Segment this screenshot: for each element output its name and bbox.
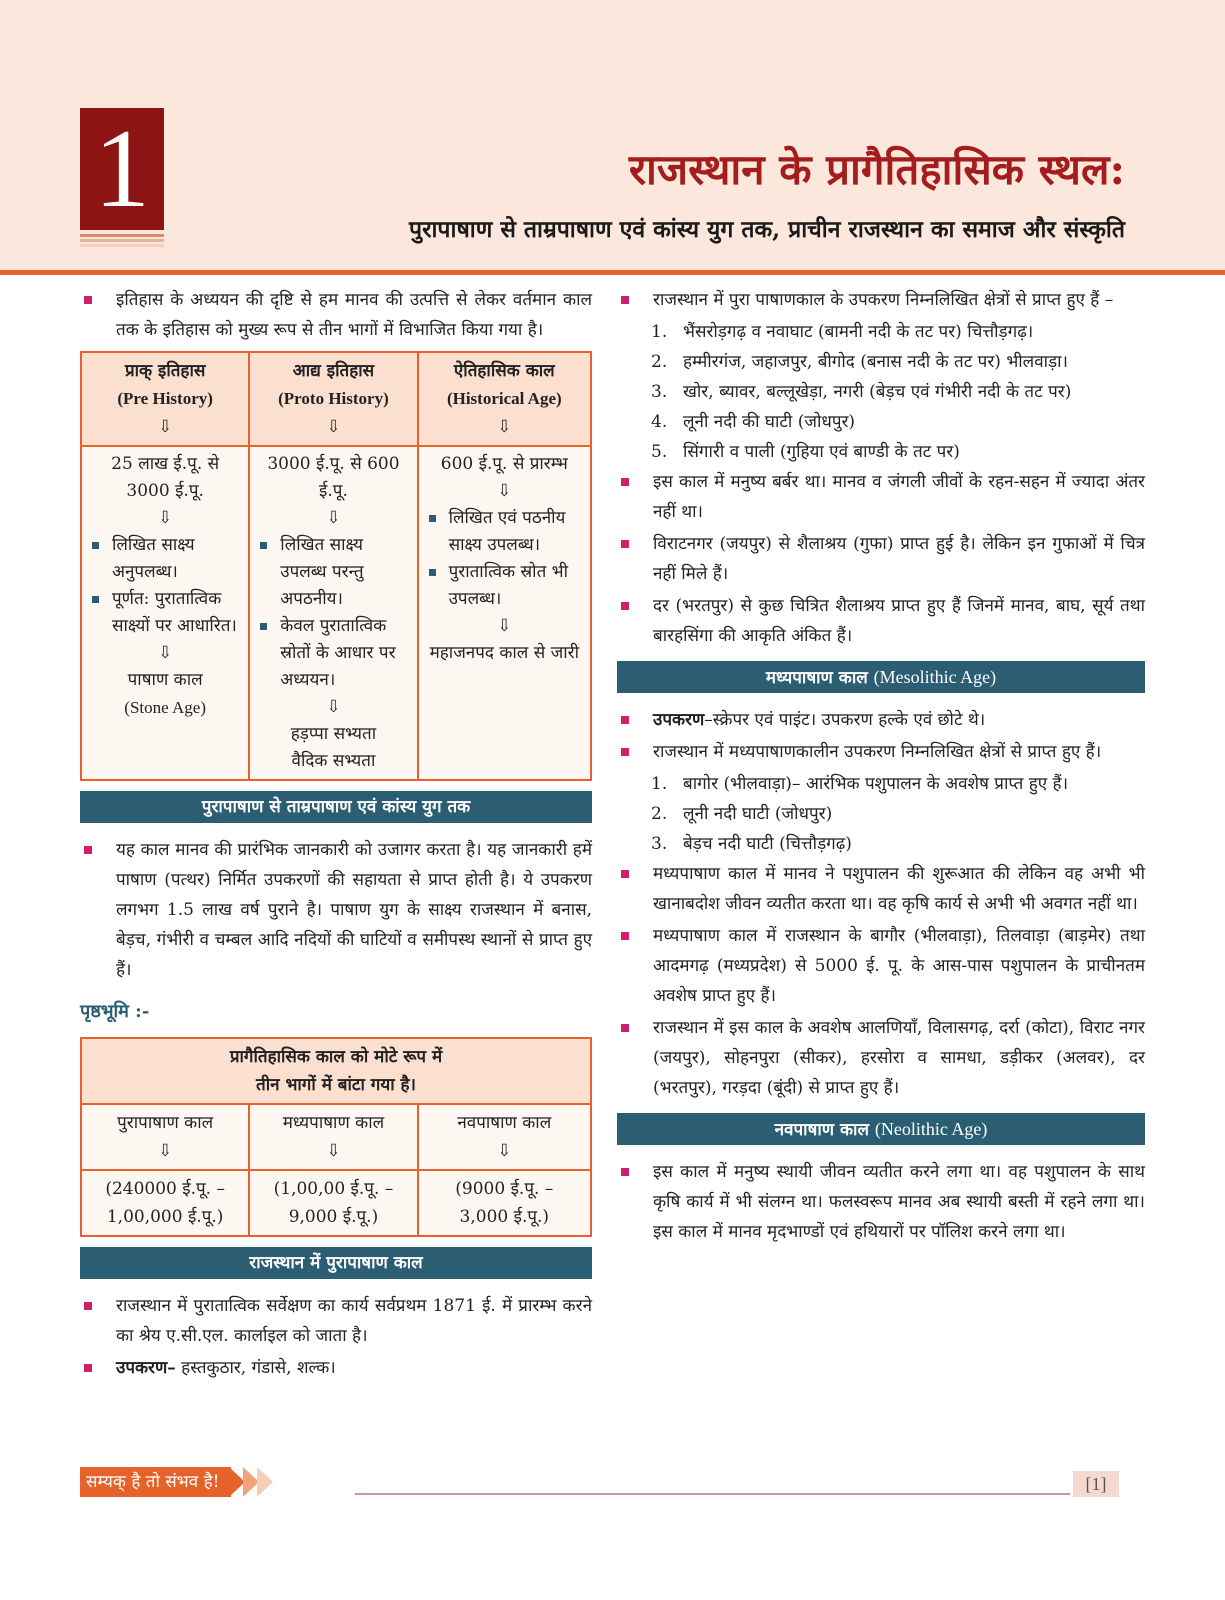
list-item: 1. बागोर (भीलवाड़ा)– आरंभिक पशुपालन के अवशेष प्राप्त हुए हैं। bbox=[651, 774, 1069, 794]
division-range-mesolithic: (1,00,00 ई.पू. – 9,000 ई.पू.) bbox=[249, 1170, 417, 1236]
division-name-neolithic: नवपाषाण काल ⇩ bbox=[418, 1104, 591, 1170]
chapter-stripes bbox=[80, 234, 164, 249]
meso-point: मध्यपाषाण काल में मानव ने पशुपालन की शुरूआत की लेकिन वह अभी भी खानाबदोश जीवन व्यतीत करता था। वह कृषि कार्य से अभी भी अवगत नहीं था। bbox=[617, 859, 1145, 919]
division-table-caption: प्रागैतिहासिक काल को मोटे रूप में तीन भागों में बांटा गया है। bbox=[81, 1038, 591, 1104]
division-name-mesolithic: मध्यपाषाण काल ⇩ bbox=[249, 1104, 417, 1170]
paleo-point: इस काल में मनुष्य बर्बर था। मानव व जंगली जीवों के रहन-सहन में ज्यादा अंतर नहीं था। bbox=[617, 467, 1145, 527]
background-heading: पृष्ठभूमि :- bbox=[80, 1001, 150, 1022]
left-column bbox=[80, 285, 592, 1385]
list-item: 5. सिंगारी व पाली (गुहिया एवं बाण्डी के तट पर) bbox=[651, 442, 960, 462]
list-item: 3. खोर, ब्यावर, बल्लूखेड़ा, नगरी (बेड़च एवं गंभीरी नदी के तट पर) bbox=[651, 382, 1072, 402]
history-periods-table bbox=[80, 351, 592, 781]
division-range-paleolithic: (240000 ई.पू. – 1,00,000 ई.पू.) bbox=[81, 1170, 249, 1236]
page-number: [1] bbox=[1073, 1471, 1119, 1497]
down-arrow-icon: ⇩ bbox=[326, 697, 341, 717]
down-arrow-icon: ⇩ bbox=[497, 1141, 512, 1161]
list-item: 4. लूनी नदी की घाटी (जोधपुर) bbox=[651, 412, 856, 432]
section-heading-mesolithic: मध्यपाषाण काल (Mesolithic Age) bbox=[617, 661, 1145, 693]
list-item: 2. लूनी नदी घाटी (जोधपुर) bbox=[651, 804, 833, 824]
neo-point: इस काल में मनुष्य स्थायी जीवन व्यतीत करने लगा था। वह पशुपालन के साथ कृषि कार्य में भी संलग्न था। फलस्वरूप मानव अब स्थायी बस्ती में रहने लगा था। इस काल में मानव मृदभाण्डों एवं हथियारों पर पॉलिश करने लगा था। bbox=[617, 1157, 1145, 1247]
tools-point: उपकरण– हस्तकुठार, गंडासे, शल्क। bbox=[80, 1353, 592, 1383]
down-arrow-icon: ⇩ bbox=[158, 508, 173, 528]
chapter-subtitle: पुरापाषाण से ताम्रपाषाण एवं कांस्य युग तक, प्राचीन राजस्थान का समाज और संस्कृति bbox=[409, 216, 1125, 243]
table-cell-pre-history: 25 लाख ई.पू. से 3000 ई.पू. ⇩ लिखित साक्ष्य अनुपलब्ध। पूर्णत: पुरातात्विक साक्ष्यों पर आधारित। ⇩ पाषाण काल (Stone Age) bbox=[81, 446, 249, 780]
section-heading-paleolithic-to-bronze: पुरापाषाण से ताम्रपाषाण एवं कांस्य युग तक bbox=[80, 791, 592, 823]
table-header-historical-age: ऐतिहासिक काल (Historical Age) ⇩ bbox=[418, 352, 591, 446]
paleo-sites-intro: राजस्थान में पुरा पाषाणकाल के उपकरण निम्नलिखित क्षेत्रों से प्राप्त हुए हैं – bbox=[617, 285, 1145, 315]
meso-point: मध्यपाषाण काल में राजस्थान के बागौर (भीलवाड़ा), तिलवाड़ा (बाड़मेर) तथा आदमगढ़ (मध्यप्रदेश) से 5000 ई. पू. के आस-पास पशुपालन के प्राचीनतम अवशेष प्राप्त हुए हैं। bbox=[617, 921, 1145, 1011]
meso-areas-intro: राजस्थान में मध्यपाषाणकालीन उपकरण निम्नलिखित क्षेत्रों से प्राप्त हुए हैं। bbox=[617, 737, 1145, 767]
division-name-paleolithic: पुरापाषाण काल ⇩ bbox=[81, 1104, 249, 1170]
list-item: 1. भैंसरोड़गढ़ व नवाघाट (बामनी नदी के तट पर) चित्तौड़गढ़। bbox=[651, 322, 1034, 342]
paleolithic-paragraph: यह काल मानव की प्रारंभिक जानकारी को उजागर करता है। यह जानकारी हमें पाषाण (पत्थर) निर्मित उपकरणों की सहायता से प्राप्त होती है। ये उपकरण लगभग 1.5 लाख वर्ष पुराने है। पाषाण युग के साक्ष्य राजस्थान में बनास, बेड़च, गंभीरी व चम्बल आदि नदियों की घाटियों व समीपस्थ स्थानों से प्राप्त हुए हैं। bbox=[80, 835, 592, 985]
down-arrow-icon: ⇩ bbox=[326, 508, 341, 528]
chapter-number: 1 bbox=[80, 108, 164, 230]
section-heading-rajasthan-paleolithic: राजस्थान में पुरापाषाण काल bbox=[80, 1247, 592, 1279]
meso-tools-point: उपकरण–स्क्रेपर एवं पाइंट। उपकरण हल्के एवं छोटे थे। bbox=[617, 705, 1145, 735]
down-arrow-icon: ⇩ bbox=[497, 481, 512, 501]
header-divider bbox=[0, 270, 1225, 275]
footer-divider bbox=[355, 1493, 1070, 1495]
division-range-neolithic: (9000 ई.पू. – 3,000 ई.पू.) bbox=[418, 1170, 591, 1236]
table-cell-historical-age: 600 ई.पू. से प्रारम्भ ⇩ लिखित एवं पठनीय साक्ष्य उपलब्ध। पुरातात्विक स्रोत भी उपलब्ध। ⇩ महाजनपद काल से जारी bbox=[418, 446, 591, 780]
table-cell-proto-history: 3000 ई.पू. से 600 ई.पू. ⇩ लिखित साक्ष्य उपलब्ध परन्तु अपठनीय। केवल पुरातात्विक स्रोतों के आधार पर अध्ययन। ⇩ हड़प्पा सभ्यता वैदिक सभ्यता bbox=[249, 446, 417, 780]
down-arrow-icon: ⇩ bbox=[497, 417, 512, 437]
table-header-proto-history: आद्य इतिहास (Proto History) ⇩ bbox=[249, 352, 417, 446]
down-arrow-icon: ⇩ bbox=[158, 1141, 173, 1161]
meso-point: राजस्थान में इस काल के अवशेष आलणियाँ, विलासगढ़, दर्रा (कोटा), विराट नगर (जयपुर), सोहनपुरा (सीकर), हरसोरा व सामधा, डड़ीकर (अलवर), दर (भरतपुर), गरड़दा (बूंदी) से प्राप्त हुए हैं। bbox=[617, 1013, 1145, 1103]
down-arrow-icon: ⇩ bbox=[158, 643, 173, 663]
paleo-point: विराटनगर (जयपुर) से शैलाश्रय (गुफा) प्राप्त हुई है। लेकिन इन गुफाओं में चित्र नहीं मिले हैं। bbox=[617, 529, 1145, 589]
footer-tagline: सम्यक् है तो संभव है! bbox=[80, 1467, 273, 1497]
down-arrow-icon: ⇩ bbox=[158, 417, 173, 437]
intro-paragraph: इतिहास के अध्ययन की दृष्टि से हम मानव की उत्पत्ति से लेकर वर्तमान काल तक के इतिहास को मुख्य रूप से तीन भागों में विभाजित किया गया है। bbox=[80, 285, 592, 345]
right-column bbox=[617, 285, 1145, 1249]
down-arrow-icon: ⇩ bbox=[326, 417, 341, 437]
down-arrow-icon: ⇩ bbox=[497, 616, 512, 636]
paleo-point: दर (भरतपुर) से कुछ चित्रित शैलाश्रय प्राप्त हुए हैं जिनमें मानव, बाघ, सूर्य तथा बारहसिंगा की आकृति अंकित हैं। bbox=[617, 591, 1145, 651]
down-arrow-icon: ⇩ bbox=[326, 1141, 341, 1161]
chevron-right-icon bbox=[257, 1467, 273, 1497]
section-heading-neolithic: नवपाषाण काल (Neolithic Age) bbox=[617, 1113, 1145, 1145]
list-item: 3. बेड़च नदी घाटी (चित्तौड़गढ़) bbox=[651, 834, 852, 854]
table-header-pre-history: प्राक् इतिहास (Pre History) ⇩ bbox=[81, 352, 249, 446]
list-item: 2. हम्मीरगंज, जहाजपुर, बीगोद (बनास नदी के तट पर) भीलवाड़ा। bbox=[651, 352, 1068, 372]
prehistoric-division-table bbox=[80, 1037, 592, 1237]
chapter-title: राजस्थान के प्रागैतिहासिक स्थल: bbox=[628, 145, 1125, 194]
survey-point: राजस्थान में पुरातात्विक सर्वेक्षण का कार्य सर्वप्रथम 1871 ई. में प्रारम्भ करने का श्रेय ए.सी.एल. कार्लाइल को जाता है। bbox=[80, 1291, 592, 1351]
